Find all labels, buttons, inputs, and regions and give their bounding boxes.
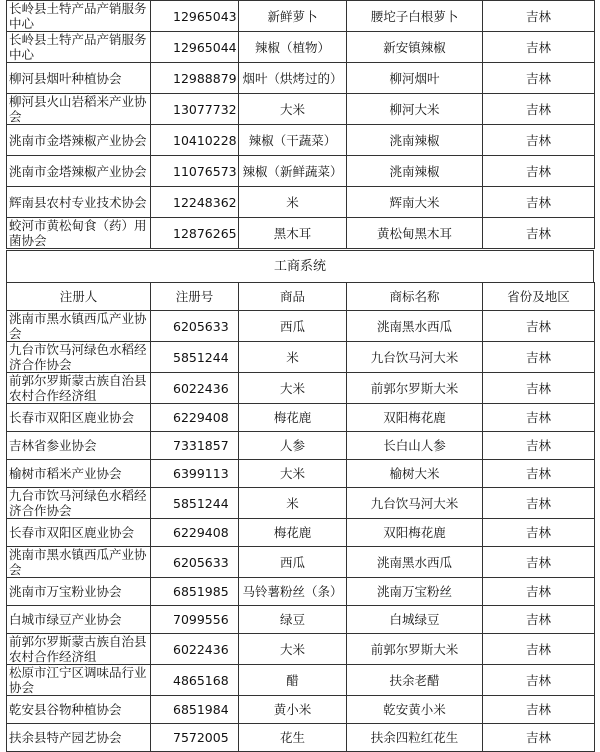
product-cell: 大米 (239, 373, 347, 404)
registration-number-cell: 7331857 (151, 432, 239, 460)
region-cell: 吉林 (483, 187, 595, 218)
trademark-name-cell: 白城绿豆 (347, 606, 483, 634)
registration-number-cell: 6205633 (151, 311, 239, 342)
table-row (7, 125, 595, 156)
region-cell: 吉林 (483, 125, 595, 156)
trademark-name-cell: 腰坨子白根萝卜 (347, 1, 483, 32)
registration-number-cell: 6229408 (151, 404, 239, 432)
region-cell: 吉林 (483, 94, 595, 125)
registrant-cell: 前郭尔罗斯蒙古族自治县农村合作经济组 (7, 373, 151, 404)
trademark-name-cell: 九台饮马河大米 (347, 342, 483, 373)
table-row (7, 696, 595, 724)
registration-number-cell: 12965044 (151, 32, 239, 63)
table-row (7, 578, 595, 606)
region-cell: 吉林 (483, 578, 595, 606)
table-row (7, 404, 595, 432)
registrant-cell: 九台市饮马河绿色水稻经济合作协会 (7, 342, 151, 373)
product-cell: 米 (239, 488, 347, 519)
product-cell: 西瓜 (239, 547, 347, 578)
trademark-name-cell: 新安镇辣椒 (347, 32, 483, 63)
product-cell: 大米 (239, 460, 347, 488)
table-row (7, 94, 595, 125)
region-cell: 吉林 (483, 432, 595, 460)
product-cell: 辣椒（新鲜蔬菜） (239, 156, 347, 187)
table-row (7, 519, 595, 547)
registration-number-cell: 6022436 (151, 634, 239, 665)
registrant-cell: 前郭尔罗斯蒙古族自治县农村合作经济组 (7, 634, 151, 665)
table-row (7, 547, 595, 578)
trademark-name-cell: 洮南黑水西瓜 (347, 547, 483, 578)
trademark-name-cell: 榆树大米 (347, 460, 483, 488)
registration-number-cell: 5851244 (151, 488, 239, 519)
registrant-cell: 洮南市万宝粉业协会 (7, 578, 151, 606)
trademark-name-cell: 前郭尔罗斯大米 (347, 634, 483, 665)
trademark-name-cell: 黄松甸黑木耳 (347, 218, 483, 249)
region-cell: 吉林 (483, 547, 595, 578)
registrant-cell: 长岭县土特产品产销服务中心 (7, 1, 151, 32)
table-header-row (7, 283, 595, 311)
trademark-name-cell: 柳河大米 (347, 94, 483, 125)
region-cell: 吉林 (483, 218, 595, 249)
upper-registration-table (6, 0, 595, 249)
registrant-cell: 洮南市金塔辣椒产业协会 (7, 156, 151, 187)
registration-number-cell: 13077732 (151, 94, 239, 125)
trademark-name-cell: 洮南黑水西瓜 (347, 311, 483, 342)
product-cell: 醋 (239, 665, 347, 696)
registration-number-cell: 12876265 (151, 218, 239, 249)
registration-number-cell: 6851985 (151, 578, 239, 606)
product-cell: 米 (239, 342, 347, 373)
region-cell: 吉林 (483, 606, 595, 634)
product-cell: 大米 (239, 94, 347, 125)
region-cell: 吉林 (483, 373, 595, 404)
region-cell: 吉林 (483, 32, 595, 63)
registration-number-cell: 5851244 (151, 342, 239, 373)
table-row (7, 488, 595, 519)
region-cell: 吉林 (483, 665, 595, 696)
table-row (7, 311, 595, 342)
trademark-name-cell: 扶余四粒红花生 (347, 724, 483, 752)
region-cell: 吉林 (483, 696, 595, 724)
table-row (7, 373, 595, 404)
product-cell: 西瓜 (239, 311, 347, 342)
registration-number-cell: 12965043 (151, 1, 239, 32)
trademark-name-cell: 九台饮马河大米 (347, 488, 483, 519)
product-cell: 花生 (239, 724, 347, 752)
registration-number-cell: 4865168 (151, 665, 239, 696)
table-row (7, 634, 595, 665)
trademark-name-cell: 双阳梅花鹿 (347, 404, 483, 432)
table-row (7, 432, 595, 460)
product-cell: 辣椒（干蔬菜） (239, 125, 347, 156)
table-row (7, 32, 595, 63)
registrant-cell: 乾安县谷物种植协会 (7, 696, 151, 724)
table-row (7, 342, 595, 373)
section-title: 工商系统 (6, 250, 594, 282)
trademark-name-cell: 长白山人参 (347, 432, 483, 460)
region-cell: 吉林 (483, 519, 595, 547)
product-cell: 大米 (239, 634, 347, 665)
product-cell: 新鲜萝卜 (239, 1, 347, 32)
registrant-cell: 洮南市黑水镇西瓜产业协会 (7, 311, 151, 342)
registrant-cell: 长春市双阳区鹿业协会 (7, 519, 151, 547)
product-cell: 黑木耳 (239, 218, 347, 249)
region-cell: 吉林 (483, 404, 595, 432)
region-cell: 吉林 (483, 634, 595, 665)
product-cell: 梅花鹿 (239, 519, 347, 547)
trademark-name-cell: 洮南万宝粉丝 (347, 578, 483, 606)
registration-number-cell: 6399113 (151, 460, 239, 488)
table-row (7, 187, 595, 218)
product-cell: 绿豆 (239, 606, 347, 634)
region-cell: 吉林 (483, 311, 595, 342)
registrant-cell: 洮南市黑水镇西瓜产业协会 (7, 547, 151, 578)
registration-number-cell: 12248362 (151, 187, 239, 218)
trademark-name-cell: 双阳梅花鹿 (347, 519, 483, 547)
region-cell: 吉林 (483, 724, 595, 752)
registration-number-cell: 10410228 (151, 125, 239, 156)
trademark-name-cell: 柳河烟叶 (347, 63, 483, 94)
table-row (7, 460, 595, 488)
registrant-cell: 松原市江宁区调味品行业协会 (7, 665, 151, 696)
trademark-name-cell: 乾安黄小米 (347, 696, 483, 724)
header-trademark-name: 商标名称 (347, 283, 483, 311)
registrant-cell: 柳河县烟叶种植协会 (7, 63, 151, 94)
product-cell: 辣椒（植物） (239, 32, 347, 63)
product-cell: 黄小米 (239, 696, 347, 724)
registrant-cell: 吉林省参业协会 (7, 432, 151, 460)
registrant-cell: 蛟河市黄松甸食（药）用菌协会 (7, 218, 151, 249)
registrant-cell: 辉南县农村专业技术协会 (7, 187, 151, 218)
header-registration-number: 注册号 (151, 283, 239, 311)
region-cell: 吉林 (483, 1, 595, 32)
header-product: 商品 (239, 283, 347, 311)
table-row (7, 1, 595, 32)
trademark-name-cell: 洮南辣椒 (347, 125, 483, 156)
product-cell: 人参 (239, 432, 347, 460)
table-row (7, 724, 595, 752)
trademark-name-cell: 扶余老醋 (347, 665, 483, 696)
registration-number-cell: 6022436 (151, 373, 239, 404)
region-cell: 吉林 (483, 342, 595, 373)
trademark-name-cell: 洮南辣椒 (347, 156, 483, 187)
region-cell: 吉林 (483, 63, 595, 94)
registration-number-cell: 6229408 (151, 519, 239, 547)
region-cell: 吉林 (483, 488, 595, 519)
registrant-cell: 柳河县火山岩稻米产业协会 (7, 94, 151, 125)
table-row (7, 606, 595, 634)
region-cell: 吉林 (483, 156, 595, 187)
table-row (7, 218, 595, 249)
header-province-region: 省份及地区 (483, 283, 595, 311)
product-cell: 烟叶（烘烤过的） (239, 63, 347, 94)
registrant-cell: 长岭县土特产品产销服务中心 (7, 32, 151, 63)
header-registrant: 注册人 (7, 283, 151, 311)
product-cell: 米 (239, 187, 347, 218)
table-row (7, 63, 595, 94)
product-cell: 马铃薯粉丝（条） (239, 578, 347, 606)
product-cell: 梅花鹿 (239, 404, 347, 432)
registrant-cell: 扶余县特产园艺协会 (7, 724, 151, 752)
registration-number-cell: 7099556 (151, 606, 239, 634)
table-row (7, 665, 595, 696)
registrant-cell: 长春市双阳区鹿业协会 (7, 404, 151, 432)
registration-number-cell: 6851984 (151, 696, 239, 724)
table-row (7, 156, 595, 187)
registrant-cell: 榆树市稻米产业协会 (7, 460, 151, 488)
registrant-cell: 白城市绿豆产业协会 (7, 606, 151, 634)
registrant-cell: 洮南市金塔辣椒产业协会 (7, 125, 151, 156)
registrant-cell: 九台市饮马河绿色水稻经济合作协会 (7, 488, 151, 519)
registration-number-cell: 12988879 (151, 63, 239, 94)
region-cell: 吉林 (483, 460, 595, 488)
registration-number-cell: 11076573 (151, 156, 239, 187)
registration-number-cell: 6205633 (151, 547, 239, 578)
registration-number-cell: 7572005 (151, 724, 239, 752)
commerce-system-table (6, 282, 595, 752)
trademark-name-cell: 辉南大米 (347, 187, 483, 218)
trademark-name-cell: 前郭尔罗斯大米 (347, 373, 483, 404)
